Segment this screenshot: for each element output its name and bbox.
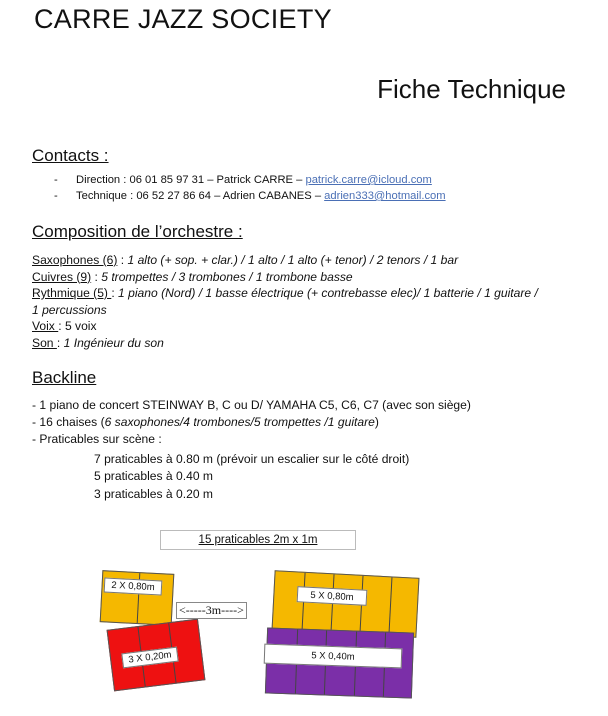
distance-label: <-----3m----> [176, 602, 247, 619]
platform-label-5x040: 5 X 0,40m [264, 644, 403, 669]
contact-text: Technique : 06 52 27 86 64 – Adrien CABANES – [76, 190, 325, 202]
contacts-heading: Contacts : [32, 146, 109, 165]
composition-line-saxophones: Saxophones (6) : 1 alto (+ sop. + clar.) / 1 alto / 1 alto (+ tenor) / 2 tenors / 1 bar [32, 253, 459, 267]
list-dash: - [54, 190, 58, 202]
composition-line-cuivres: Cuivres (9) : 5 trompettes / 3 trombones / 1 trombone basse [32, 269, 353, 284]
backline-subitem-040: 5 praticables à 0.40 m [94, 469, 213, 483]
backline-item-piano: - 1 piano de concert STEINWAY B, C ou D/ YAMAHA C5, C6, C7 (avec son siège) [32, 398, 471, 412]
contact-text: Direction : 06 01 85 97 31 – Patrick CARRE – [76, 174, 306, 186]
contact-technique [54, 190, 446, 202]
backline-subitem-080: 7 praticables à 0.80 m (prévoir un escalier sur le côté droit) [94, 452, 410, 466]
backline-subitem-020: 3 praticables à 0.20 m [94, 487, 213, 501]
organization-title: CARRE JAZZ SOCIETY [34, 4, 332, 34]
composition-list [32, 252, 542, 351]
platform-label-5x080: 5 X 0,80m [297, 586, 368, 606]
platform-label-3x020: 3 X 0,20m [121, 647, 178, 669]
composition-line-rythmique: Rythmique (5) : 1 piano (Nord) / 1 basse électrique (+ contrebasse elec)/ 1 batterie / 1 guitare / 1 percussions [32, 286, 538, 317]
document-title: Fiche Technique [377, 74, 566, 104]
composition-line-voix: Voix : 5 voix [32, 319, 97, 333]
contact-direction [54, 174, 432, 186]
list-dash: - [54, 174, 58, 186]
backline-heading: Backline [32, 368, 97, 387]
composition-heading: Composition de l’orchestre : [32, 222, 243, 241]
email-link-technique[interactable]: adrien333@hotmail.com [324, 190, 446, 202]
backline-item-chaises: - 16 chaises (6 saxophones/4 trombones/5 trompettes /1 guitare) [32, 415, 379, 429]
platform-label-2x080: 2 X 0,80m [104, 577, 163, 595]
email-link-direction[interactable]: patrick.carre@icloud.com [305, 174, 432, 186]
composition-line-son: Son : 1 Ingénieur du son [32, 335, 164, 350]
backline-item-praticables: - Praticables sur scène : [32, 432, 162, 446]
stage-plan-title: 15 praticables 2m x 1m [160, 530, 356, 550]
